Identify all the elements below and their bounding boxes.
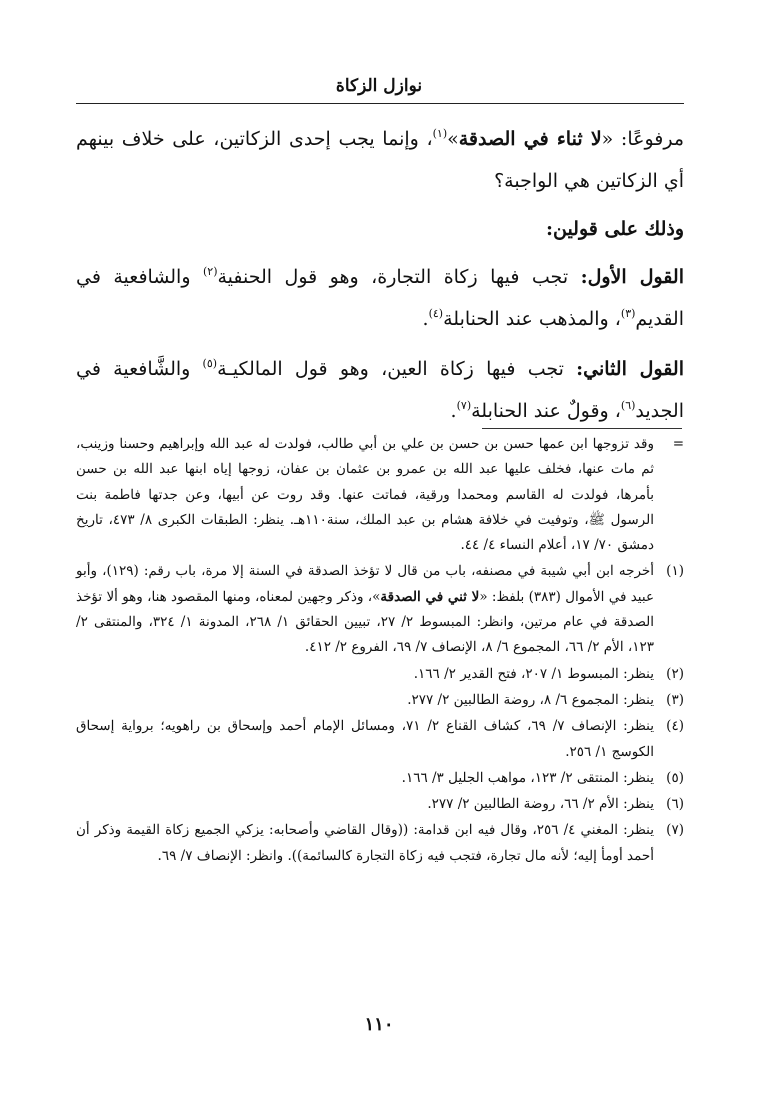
footnote-6: (٦) ينظر: الأم ٢/ ٦٦، روضة الطالبين ٢/ ٢٧٧. (76, 792, 684, 817)
footnote-ref-6[interactable]: (٦) (620, 399, 636, 412)
footnote-ref-3[interactable]: (٣) (620, 307, 636, 320)
footnote-continued: = وقد تزوجها ابن عمها حسن بن حسن بن علي بن أبي طالب، فولدت له عبد الله وإبراهيم وحسنا وزينب، ثم مات عنها، فخلف عليها عبد الله بن عمرو بن عثمان بن عفان، زوجها إياه ابنها عبد الله بن حسن بأمرها، فولدت له القاسم ومحمدا ورقية، فماتت عنها. وقد روت عن أبيها، وعن جدتها فاطمة بنت الرسول ﷺ، وتوفيت في خلافة هشام بن عبد الملك، سنة١١٠هـ. ينظر: الطبقات الكبرى ٨/ ٤٧٣، تاريخ دمشق ٧٠/ ١٧، أعلام النساء ٤/ ٤٤. (76, 432, 684, 558)
footnote-ref-1[interactable]: (١) (432, 127, 448, 140)
footnote-number: (٣) (666, 691, 684, 708)
footnotes (76, 432, 684, 869)
footnote-5: (٥) ينظر: المنتقى ٢/ ١٢٣، مواهب الجليل ٣/ ١٦٦. (76, 766, 684, 791)
footnote-7: (٧) ينظر: المغني ٤/ ٢٥٦، وقال فيه ابن قدامة: ((وقال القاضي وأصحابه: يزكي الجميع زكاة القيمة وذكر أن أحمد أومأ إليه؛ لأنه مال تجارة، فتجب فيه زكاة التجارة كالسائمة)). وانظر: الإنصاف ٧/ ٦٩. (76, 818, 684, 869)
second-opinion-label: القول الثاني: (576, 358, 684, 380)
footnote-number: (٦) (666, 796, 684, 813)
footnote-ref-5[interactable]: (٥) (202, 357, 218, 370)
header-divider (76, 103, 684, 104)
running-header: نوازل الزكاة (335, 76, 423, 96)
footnote-ref-2[interactable]: (٢) (202, 265, 218, 278)
paragraph-1: مرفوعًا: «لا ثناء في الصدقة»$^{(١)}$، وإنما يجب إحدى الزكاتين، على خلاف بينهم أي الزكاتين هي الواجبة؟ (76, 127, 685, 192)
footnote-number: (٧) (666, 822, 684, 839)
footnote-divider (482, 428, 682, 429)
footnote-number: (٤) (666, 718, 684, 735)
footnote-number: (١) (666, 563, 684, 580)
first-opinion-label: القول الأول: (580, 266, 684, 288)
page-number: ١١٠ (364, 1014, 394, 1035)
footnote-number: (٥) (666, 769, 684, 786)
footnote-number: (٢) (666, 665, 684, 682)
footnote-ref-7[interactable]: (٧) (456, 399, 472, 412)
paragraph-2: وذلك على قولين: (545, 218, 684, 240)
main-text (76, 118, 684, 432)
footnote-2: (٢) ينظر: المبسوط ١/ ٢٠٧، فتح القدير ٢/ ١٦٦. (76, 662, 684, 687)
paragraph-second-opinion: القول الثاني: تجب فيها زكاة العين، وهو قول المالكيـة$^{(٥)}$ والشَّافعية في الجديد$^{(٦)}$، وقولٌ عند الحنابلة$^{(٧)}$. (76, 357, 684, 422)
footnote-1: (١) أخرجه ابن أبي شيبة في مصنفه، باب من قال لا تؤخذ الصدقة في السنة إلا مرة، باب رقم: (١٢٩)، وأبو عبيد في الأموال (٣٨٣) بلفظ: «لا ثني في الصدقة»، وذكر وجهين لمعناه، ومنها المقصود هنا، وهو ألا تؤخذ الصدقة في عام مرتين، وانظر: المبسوط ٢/ ٢٧، تبيين الحقائق ١/ ٢٦٨، المدونة ١/ ٣٢٤، والمنتقى ٢/ ١٢٣، الأم ٢/ ٦٦، المجموع ٦/ ٨، الإنصاف ٧/ ٦٩، الفروع ٢/ ٤١٢. (76, 559, 684, 660)
footnote-continuation-mark: = (672, 436, 684, 452)
footnote-3: (٣) ينظر: المجموع ٦/ ٨، روضة الطالبين ٢/ ٢٧٧. (76, 688, 684, 713)
paragraph-first-opinion: القول الأول: تجب فيها زكاة التجارة، وهو قول الحنفية$^{(٢)}$ والشافعية في القديم$^{(٣)}$، والمذهب عند الحنابلة$^{(٤)}$. (76, 265, 684, 330)
footnote-ref-4[interactable]: (٤) (428, 307, 444, 320)
quoted-hadith: لا ثناء في الصدقة (458, 128, 602, 150)
footnote-4: (٤) ينظر: الإنصاف ٧/ ٦٩، كشاف القناع ٢/ ٧١، ومسائل الإمام أحمد وإسحاق بن راهويه؛ برواية إسحاق الكوسج ١/ ٢٥٦. (76, 714, 684, 765)
